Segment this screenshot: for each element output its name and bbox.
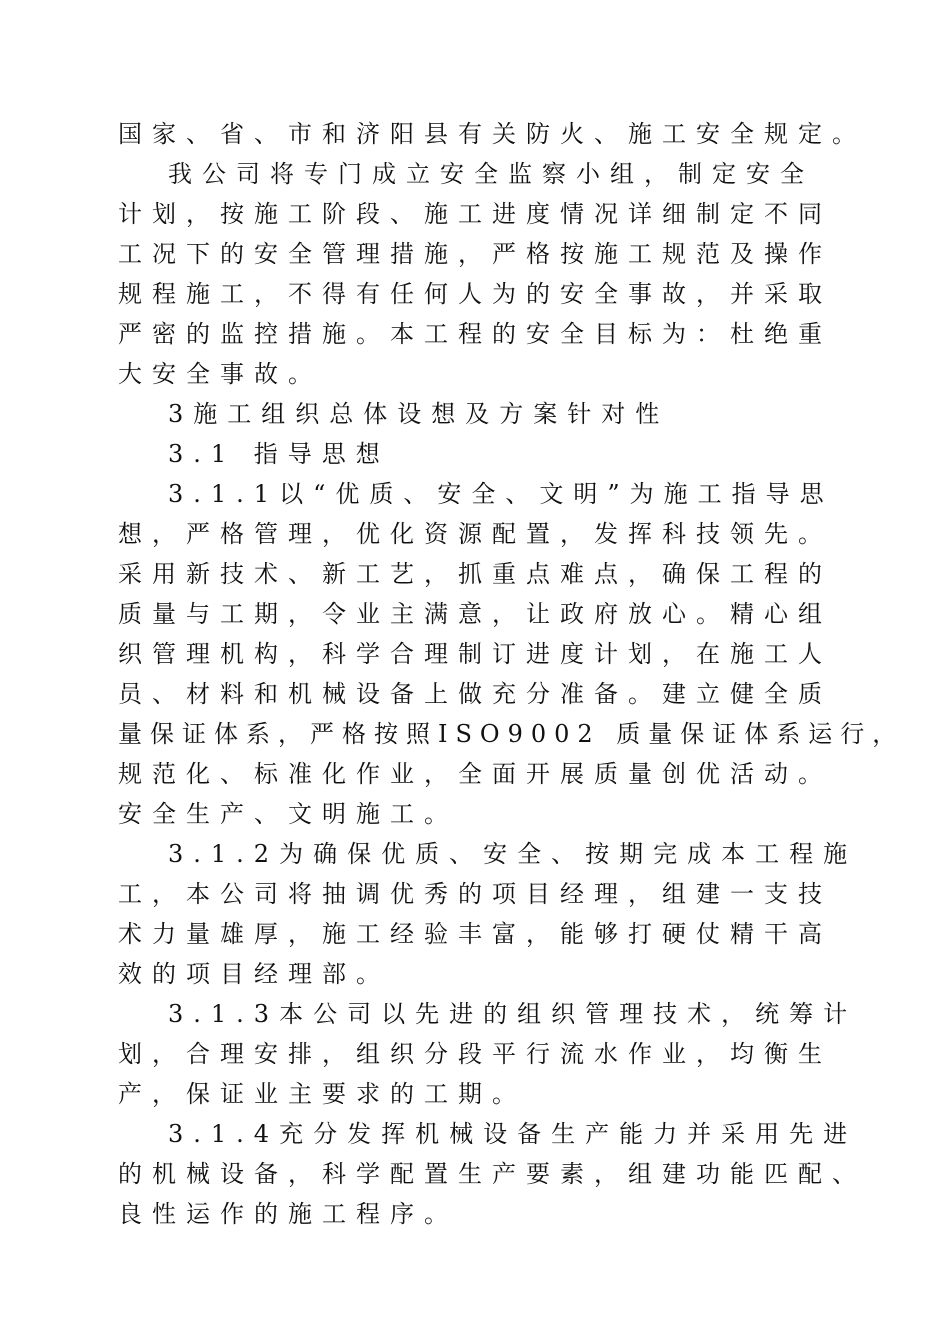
text-line: 国家、省、市和济阳县有关防火、施工安全规定。 (118, 120, 866, 148)
text-line: 产，保证业主要求的工期。 (118, 1080, 526, 1108)
text-line: 大安全事故。 (118, 360, 322, 388)
text-line: 效的项目经理部。 (118, 960, 390, 988)
body-text (118, 114, 905, 1234)
text-line: 术力量雄厚，施工经验丰富，能够打硬仗精干高 (118, 920, 832, 948)
section-heading: 3施工组织总体设想及方案针对性 (168, 400, 670, 428)
subsection-heading: 3.1 指导思想 (168, 440, 390, 468)
text-line: 工况下的安全管理措施，严格按施工规范及操作 (118, 240, 832, 268)
text-line: 安全生产、文明施工。 (118, 800, 458, 828)
text-line: 计划，按施工阶段、施工进度情况详细制定不同 (118, 200, 832, 228)
paragraph-start-line: 3.1.1以“优质、安全、文明”为施工指导思 (168, 480, 834, 508)
paragraph-start-line: 我公司将专门成立安全监察小组，制定安全 (168, 160, 814, 188)
text-line: 想，严格管理，优化资源配置，发挥科技领先。 (118, 520, 832, 548)
paragraph-start-line: 3.1.4充分发挥机械设备生产能力并采用先进 (168, 1120, 858, 1148)
text-line: 良性运作的施工程序。 (118, 1200, 458, 1228)
text-line: 量保证体系，严格按照ISO9002 质量保证体系运行， (118, 720, 905, 748)
text-line: 严密的监控措施。本工程的安全目标为：杜绝重 (118, 320, 832, 348)
paragraph-start-line: 3.1.3本公司以先进的组织管理技术，统筹计 (168, 1000, 858, 1028)
text-line: 工，本公司将抽调优秀的项目经理，组建一支技 (118, 880, 832, 908)
text-line: 的机械设备，科学配置生产要素，组建功能匹配、 (118, 1160, 866, 1188)
text-line: 员、材料和机械设备上做充分准备。建立健全质 (118, 680, 832, 708)
text-line: 采用新技术、新工艺，抓重点难点，确保工程的 (118, 560, 832, 588)
text-line: 规程施工，不得有任何人为的安全事故，并采取 (118, 280, 832, 308)
text-line: 规范化、标准化作业，全面开展质量创优活动。 (118, 760, 832, 788)
text-line: 质量与工期，令业主满意，让政府放心。精心组 (118, 600, 832, 628)
paragraph-start-line: 3.1.2为确保优质、安全、按期完成本工程施 (168, 840, 858, 868)
text-line: 划，合理安排，组织分段平行流水作业，均衡生 (118, 1040, 832, 1068)
text-line: 织管理机构，科学合理制订进度计划，在施工人 (118, 640, 832, 668)
